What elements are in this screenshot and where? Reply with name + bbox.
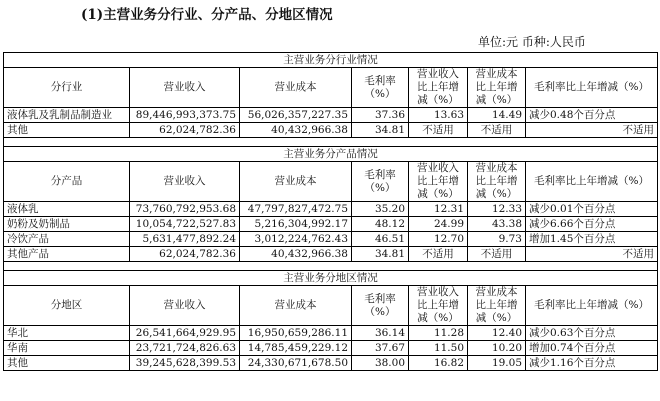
spacer-cell [4, 138, 658, 147]
section-title: 主营业务分产品情况 [4, 147, 658, 162]
cost-change-cell: 不适用 [468, 123, 526, 138]
row-name: 华北 [4, 326, 130, 341]
cost-cell: 40,432,966.38 [240, 123, 352, 138]
section-title: 主营业务分地区情况 [4, 271, 658, 286]
row-name: 其他 [4, 123, 130, 138]
margin-cell: 34.81 [352, 247, 409, 262]
main-business-table [3, 52, 658, 371]
revenue-change-cell: 不适用 [409, 123, 468, 138]
revenue-change-cell: 24.99 [409, 217, 468, 232]
revenue-cell: 62,024,782.36 [130, 123, 240, 138]
row-name: 其他 [4, 356, 130, 371]
cost-cell: 40,432,966.38 [240, 247, 352, 262]
column-header-row [4, 286, 658, 326]
revenue-change-cell: 12.70 [409, 232, 468, 247]
revenue-change-header: 营业收入比上年增减（%） [409, 286, 468, 326]
cost-cell: 5,216,304,992.17 [240, 217, 352, 232]
revenue-cell: 10,054,722,527.83 [130, 217, 240, 232]
cost-cell: 3,012,224,762.43 [240, 232, 352, 247]
row-name: 液体乳 [4, 202, 130, 217]
cost-change-header: 营业成本比上年增减（%） [468, 286, 526, 326]
margin-change-cell: 减少0.63个百分点 [526, 326, 658, 341]
section-title: 主营业务分行业情况 [4, 53, 658, 68]
revenue-change-header: 营业收入比上年增减（%） [409, 162, 468, 202]
cost-change-cell: 14.49 [468, 108, 526, 123]
cost-cell: 47,797,827,472.75 [240, 202, 352, 217]
cost-change-cell: 43.38 [468, 217, 526, 232]
row-name: 液体乳及乳制品制造业 [4, 108, 130, 123]
margin-change-cell: 不适用 [526, 123, 658, 138]
revenue-change-cell: 13.63 [409, 108, 468, 123]
table-row [4, 217, 658, 232]
margin-change-header: 毛利率比上年增减（%） [526, 286, 658, 326]
section-title-row [4, 271, 658, 286]
cost-change-cell: 12.33 [468, 202, 526, 217]
revenue-header: 营业收入 [130, 162, 240, 202]
column-header-row [4, 68, 658, 108]
cost-cell: 56,026,357,227.35 [240, 108, 352, 123]
margin-change-header: 毛利率比上年增减（%） [526, 162, 658, 202]
row-name: 其他产品 [4, 247, 130, 262]
margin-cell: 46.51 [352, 232, 409, 247]
revenue-header: 营业收入 [130, 286, 240, 326]
cost-cell: 14,785,459,229.12 [240, 341, 352, 356]
revenue-cell: 23,721,724,826.63 [130, 341, 240, 356]
cost-header: 营业成本 [240, 68, 352, 108]
page-title: (1)主营业务分行业、分产品、分地区情况 [81, 7, 333, 23]
cost-change-header: 营业成本比上年增减（%） [468, 68, 526, 108]
table-row [4, 123, 658, 138]
revenue-cell: 89,446,993,373.75 [130, 108, 240, 123]
cost-change-cell: 不适用 [468, 247, 526, 262]
table-row [4, 341, 658, 356]
column-header-row [4, 162, 658, 202]
row-name: 冷饮产品 [4, 232, 130, 247]
category-header: 分地区 [4, 286, 130, 326]
section-title-row [4, 147, 658, 162]
margin-change-cell: 减少1.16个百分点 [526, 356, 658, 371]
revenue-cell: 5,631,477,892.24 [130, 232, 240, 247]
revenue-cell: 39,245,628,399.53 [130, 356, 240, 371]
margin-cell: 38.00 [352, 356, 409, 371]
margin-cell: 48.12 [352, 217, 409, 232]
margin-cell: 34.81 [352, 123, 409, 138]
spacer-cell [4, 262, 658, 271]
revenue-change-cell: 16.82 [409, 356, 468, 371]
revenue-cell: 73,760,792,953.68 [130, 202, 240, 217]
row-name: 奶粉及奶制品 [4, 217, 130, 232]
section-spacer [4, 262, 658, 271]
revenue-change-header: 营业收入比上年增减（%） [409, 68, 468, 108]
cost-change-cell: 19.05 [468, 356, 526, 371]
section-title-row [4, 53, 658, 68]
margin-change-cell: 减少0.48个百分点 [526, 108, 658, 123]
section-spacer [4, 138, 658, 147]
table-body [4, 53, 658, 371]
cost-header: 营业成本 [240, 286, 352, 326]
unit-currency-line: 单位:元 币种:人民币 [478, 35, 586, 49]
revenue-change-cell: 不适用 [409, 247, 468, 262]
cost-cell: 16,950,659,286.11 [240, 326, 352, 341]
margin-change-header: 毛利率比上年增减（%） [526, 68, 658, 108]
margin-change-cell: 增加0.74个百分点 [526, 341, 658, 356]
cost-change-header: 营业成本比上年增减（%） [468, 162, 526, 202]
revenue-header: 营业收入 [130, 68, 240, 108]
row-name: 华南 [4, 341, 130, 356]
margin-cell: 36.14 [352, 326, 409, 341]
cost-cell: 24,330,671,678.50 [240, 356, 352, 371]
cost-change-cell: 9.73 [468, 232, 526, 247]
table-row [4, 356, 658, 371]
table-row [4, 202, 658, 217]
revenue-change-cell: 11.50 [409, 341, 468, 356]
margin-change-cell: 减少0.01个百分点 [526, 202, 658, 217]
revenue-cell: 62,024,782.36 [130, 247, 240, 262]
revenue-change-cell: 12.31 [409, 202, 468, 217]
margin-header: 毛利率（%） [352, 162, 409, 202]
margin-header: 毛利率（%） [352, 68, 409, 108]
margin-change-cell: 减少6.66个百分点 [526, 217, 658, 232]
category-header: 分产品 [4, 162, 130, 202]
cost-change-cell: 12.40 [468, 326, 526, 341]
table-row [4, 108, 658, 123]
margin-change-cell: 增加1.45个百分点 [526, 232, 658, 247]
margin-cell: 35.20 [352, 202, 409, 217]
margin-header: 毛利率（%） [352, 286, 409, 326]
table-row [4, 232, 658, 247]
margin-change-cell: 不适用 [526, 247, 658, 262]
revenue-change-cell: 11.28 [409, 326, 468, 341]
table-row [4, 247, 658, 262]
cost-header: 营业成本 [240, 162, 352, 202]
margin-cell: 37.36 [352, 108, 409, 123]
category-header: 分行业 [4, 68, 130, 108]
margin-cell: 37.67 [352, 341, 409, 356]
cost-change-cell: 10.20 [468, 341, 526, 356]
table-row [4, 326, 658, 341]
revenue-cell: 26,541,664,929.95 [130, 326, 240, 341]
